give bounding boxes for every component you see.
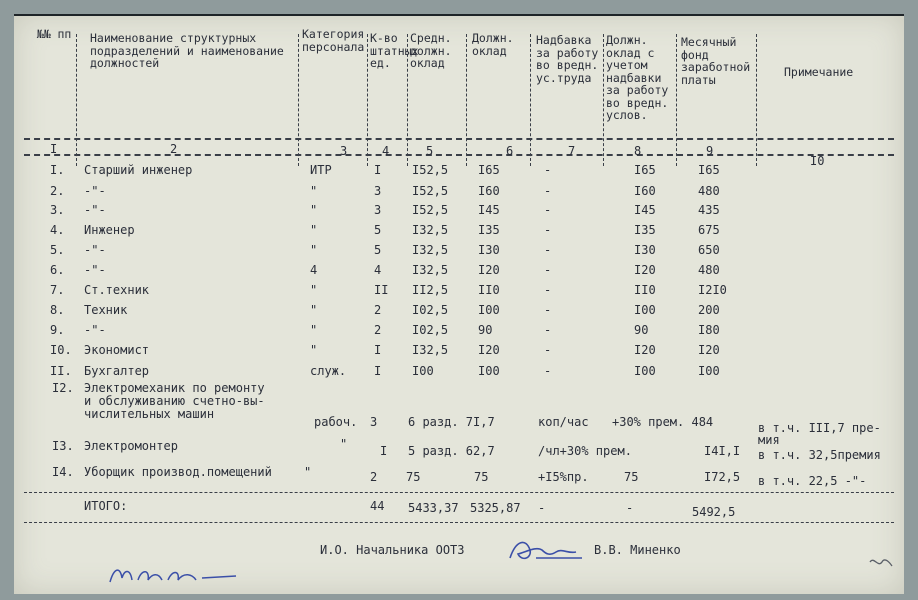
salary-with-bonus-cell: 90 — [634, 323, 649, 337]
bonus-cell: - — [544, 283, 552, 297]
category-cell: " — [310, 203, 318, 217]
colnum: 4 — [382, 144, 390, 158]
category-cell: рабоч. — [314, 415, 358, 429]
fund-cell: 435 — [698, 203, 720, 217]
quantity-cell: 4 — [374, 263, 382, 277]
salary-with-bonus-cell: I00 — [634, 364, 656, 378]
bonus-cell: +I5%пр. — [538, 470, 589, 484]
category-cell: ИТР — [310, 163, 332, 177]
position-name-line: числительных машин — [84, 407, 215, 421]
position-name: Электромонтер — [84, 439, 178, 453]
avg-salary-cell: I02,5 — [412, 303, 449, 317]
salary-cell: I20 — [478, 263, 500, 277]
total-salary: 5325,87 — [470, 501, 521, 515]
row-number: 8. — [50, 303, 65, 317]
total-rule-top — [24, 492, 894, 493]
fund-cell: I80 — [698, 323, 720, 337]
position-name: Старший инженер — [84, 163, 193, 177]
bonus-cell: - — [544, 303, 552, 317]
salary-cell: I65 — [478, 163, 500, 177]
salary-with-bonus-cell: II0 — [634, 283, 656, 297]
quantity-cell: 5 — [374, 223, 382, 237]
salary-cell: I35 — [478, 223, 500, 237]
salary-with-bonus-cell: I60 — [634, 184, 656, 198]
colnum: 3 — [340, 144, 348, 158]
row-number: 3. — [50, 203, 65, 217]
avg-salary-cell: I52,5 — [412, 163, 449, 177]
row-number: I4. — [52, 465, 74, 479]
row-number: I0. — [50, 343, 72, 357]
salary-cell: 75 — [474, 470, 489, 484]
quantity-cell: 3 — [374, 184, 382, 198]
position-name: Ст.техник — [84, 283, 150, 297]
row-number: I3. — [52, 439, 74, 453]
position-name: -"- — [84, 184, 106, 198]
header-hazard-bonus: Надбавка за работу во вредн. ус.труда — [536, 33, 599, 85]
salary-cell: I30 — [478, 243, 500, 257]
position-name: Инженер — [84, 223, 135, 237]
total-salary-with-bonus: - — [626, 501, 634, 515]
note-cell: в т.ч. 22,5 -"- — [758, 474, 867, 488]
quantity-cell: 2 — [374, 303, 382, 317]
bonus-cell: - — [544, 163, 552, 177]
note-line: в т.ч. III,7 пре- — [758, 421, 881, 435]
position-name: Бухгалтер — [84, 364, 150, 378]
fund-cell: 200 — [698, 303, 720, 317]
category-cell: " — [340, 437, 348, 451]
avg-salary-cell: 5 разд. 62,7 — [408, 444, 495, 458]
corner-mark — [866, 554, 896, 574]
row-number: I. — [50, 163, 65, 177]
salary-cell: I20 — [478, 343, 500, 357]
fund-cell: I20 — [698, 343, 720, 357]
quantity-cell: I — [380, 444, 388, 458]
header-salary-with-bonus: Должн. оклад с учетом надбавки за работу во вредн. услов. — [606, 33, 669, 122]
bonus-cell: - — [544, 243, 552, 257]
quantity-cell: I — [374, 343, 382, 357]
header-num: №№ пп — [36, 27, 72, 41]
salary-cell: I45 — [478, 203, 500, 217]
note-line: мия — [758, 433, 780, 447]
bonus-cell: - — [544, 203, 552, 217]
avg-salary-cell: I32,5 — [412, 263, 449, 277]
salary-with-bonus-cell: +30% прем. 484 — [612, 415, 714, 429]
avg-salary-cell: I52,5 — [412, 184, 449, 198]
category-cell: служ. — [310, 364, 347, 378]
salary-with-bonus-cell: 75 — [624, 470, 639, 484]
quantity-cell: 3 — [374, 203, 382, 217]
bonus-cell: - — [544, 184, 552, 198]
avg-salary-cell: I32,5 — [412, 343, 449, 357]
total-quantity: 44 — [370, 499, 385, 513]
header-salary: Должн. оклад — [472, 31, 514, 58]
salary-cell: I00 — [478, 364, 500, 378]
position-name: -"- — [84, 243, 106, 257]
handwritten-note — [106, 560, 246, 590]
col-sep — [530, 34, 531, 166]
salary-cell: I00 — [478, 303, 500, 317]
avg-salary-cell: II2,5 — [412, 283, 449, 297]
salary-cell: 90 — [478, 323, 493, 337]
signatory-title: И.О. Начальника ООТЗ — [320, 543, 465, 557]
note-cell: в т.ч. 32,5премия — [758, 448, 881, 462]
top-border-line — [14, 14, 904, 16]
bonus-cell: - — [544, 263, 552, 277]
row-number: II. — [50, 364, 72, 378]
total-fund: 5492,5 — [692, 505, 736, 519]
header-quantity: К-во штатных ед. — [370, 31, 419, 70]
colnum: 7 — [568, 144, 576, 158]
quantity-cell: 3 — [370, 415, 378, 429]
salary-with-bonus-cell: I20 — [634, 343, 656, 357]
bonus-cell: - — [544, 223, 552, 237]
quantity-cell: II — [374, 283, 389, 297]
avg-salary-cell: 75 — [406, 470, 421, 484]
colnum: I0 — [810, 154, 825, 168]
row-number: 6. — [50, 263, 65, 277]
avg-salary-cell: I32,5 — [412, 223, 449, 237]
header-rule-bottom — [24, 154, 894, 156]
bonus-cell: коп/час — [538, 415, 589, 429]
avg-salary-cell: I02,5 — [412, 323, 449, 337]
fund-cell: I00 — [698, 364, 720, 378]
colnum: 8 — [634, 144, 642, 158]
fund-cell: I65 — [698, 163, 720, 177]
avg-salary-cell: I00 — [412, 364, 434, 378]
total-label: ИТОГО: — [84, 499, 128, 513]
salary-with-bonus-cell: I20 — [634, 263, 656, 277]
category-cell: " — [310, 184, 318, 198]
avg-salary-cell: 6 разд. 7I,7 — [408, 415, 495, 429]
document-page — [14, 14, 904, 594]
header-avg-salary: Средн. должн. оклад — [410, 31, 452, 70]
fund-cell: 480 — [698, 263, 720, 277]
signatory-name: В.В. Миненко — [594, 543, 681, 557]
category-cell: " — [310, 343, 318, 357]
colnum: 2 — [170, 142, 178, 156]
row-number: 4. — [50, 223, 65, 237]
bonus-cell: - — [544, 364, 552, 378]
salary-with-bonus-cell: I45 — [634, 203, 656, 217]
category-cell: " — [310, 323, 318, 337]
quantity-cell: 2 — [370, 470, 378, 484]
avg-salary-cell: I32,5 — [412, 243, 449, 257]
col-sep — [76, 34, 77, 166]
col-sep — [298, 34, 299, 166]
fund-cell: I2I0 — [698, 283, 727, 297]
colnum: 5 — [426, 144, 434, 158]
total-rule-bottom — [24, 522, 894, 523]
header-name: Наименование структурных подразделений и наименование должностей — [90, 31, 284, 70]
category-cell: " — [304, 465, 312, 479]
position-name-line: и обслуживанию счетно-вы- — [84, 394, 265, 408]
bonus-cell: /чл+30% прем. — [538, 444, 632, 458]
header-rule-top — [24, 138, 894, 140]
colnum: 9 — [706, 144, 714, 158]
position-name: -"- — [84, 203, 106, 217]
salary-cell: II0 — [478, 283, 500, 297]
position-name: -"- — [84, 323, 106, 337]
category-cell: " — [310, 303, 318, 317]
quantity-cell: 2 — [374, 323, 382, 337]
bonus-cell: - — [544, 343, 552, 357]
salary-with-bonus-cell: I00 — [634, 303, 656, 317]
salary-with-bonus-cell: I65 — [634, 163, 656, 177]
category-cell: " — [310, 243, 318, 257]
category-cell: 4 — [310, 263, 318, 277]
row-number: 5. — [50, 243, 65, 257]
total-bonus: - — [538, 501, 546, 515]
quantity-cell: I — [374, 163, 382, 177]
position-name: Экономист — [84, 343, 150, 357]
row-number: 7. — [50, 283, 65, 297]
fund-cell: I72,5 — [704, 470, 741, 484]
quantity-cell: I — [374, 364, 382, 378]
category-cell: " — [310, 283, 318, 297]
colnum: I — [50, 142, 58, 156]
signature — [506, 536, 586, 566]
header-note: Примечание — [784, 65, 854, 79]
fund-cell: 675 — [698, 223, 720, 237]
position-name: Техник — [84, 303, 128, 317]
fund-cell: I4I,I — [704, 444, 741, 458]
header-category: Категория персонала — [302, 27, 365, 54]
salary-with-bonus-cell: I30 — [634, 243, 656, 257]
quantity-cell: 5 — [374, 243, 382, 257]
fund-cell: 650 — [698, 243, 720, 257]
fund-cell: 480 — [698, 184, 720, 198]
header-monthly-fund: Месячный фонд заработной платы — [681, 35, 751, 87]
salary-with-bonus-cell: I35 — [634, 223, 656, 237]
row-number: 2. — [50, 184, 65, 198]
position-name: Уборщик производ.помещений — [84, 465, 272, 479]
bonus-cell: - — [544, 323, 552, 337]
col-sep — [367, 34, 368, 166]
col-sep — [466, 34, 467, 166]
salary-cell: I60 — [478, 184, 500, 198]
position-name: -"- — [84, 263, 106, 277]
colnum: 6 — [506, 144, 514, 158]
category-cell: " — [310, 223, 318, 237]
total-avg-salary: 5433,37 — [408, 501, 459, 515]
avg-salary-cell: I52,5 — [412, 203, 449, 217]
row-number: 9. — [50, 323, 65, 337]
position-name-line: Электромеханик по ремонту — [84, 381, 265, 395]
row-number: I2. — [52, 381, 74, 395]
col-sep — [676, 34, 677, 166]
